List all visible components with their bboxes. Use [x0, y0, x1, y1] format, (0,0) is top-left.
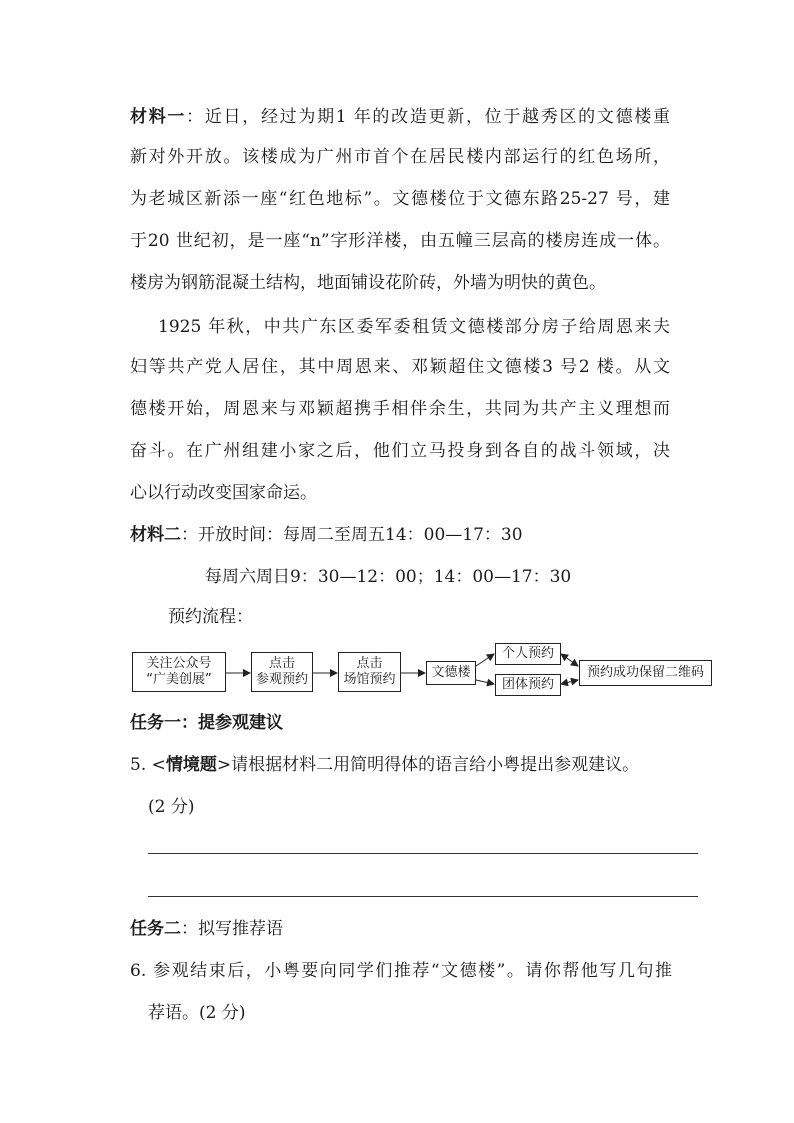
task2-title-bold: 任务二 [130, 919, 181, 939]
material1-para2-line-2: 妇等共产党人居住，其中周恩来、邓颖超住文德楼3 号2 楼。从文 [130, 357, 670, 377]
flow-step-follow-line1: 关注公众号 [146, 656, 212, 671]
material1-text-1: ：近日，经过为期1 年的改造更新，位于越秀区的文德楼重 [186, 107, 671, 127]
material1-line-2: 新对外开放。该楼成为广州市首个在居民楼内部运行的红色场所， [130, 147, 670, 167]
flow-step-individual: 个人预约 [495, 643, 561, 665]
task2-title [130, 918, 283, 940]
answer-line-2[interactable] [148, 896, 698, 897]
flow-arrow-5 [476, 680, 494, 684]
flow-step-venue-booking [338, 652, 401, 692]
material1-line-4: 于20 世纪初，是一座“n”字形洋楼，由五幢三层高的楼房连成一体。 [130, 231, 670, 251]
flow-step-tour-line1: 点击 [268, 656, 295, 671]
task2-question-line1: 6. 参观结束后，小粤要向同学们推荐“文德楼”。请你帮他写几句推 [130, 961, 672, 981]
material2-label: 材料二 [130, 525, 181, 545]
flow-step-venue-line1: 点击 [356, 656, 383, 671]
task1-question-tag: 情境题 [165, 755, 217, 775]
flow-step-tour-booking [251, 652, 313, 692]
flow-step-follow [132, 652, 226, 692]
material1-para2-line-4: 奋斗。在广州组建小家之后，他们立马投身到各自的战斗领域，决 [130, 441, 670, 461]
task1-question-number: 5. < [130, 755, 166, 775]
material1-para2-line-1: 1925 年秋，中共广东区委军委租赁文德楼部分房子给周恩来夫 [158, 317, 670, 337]
task2-question-line2: 荐语。(2 分) [148, 1003, 246, 1023]
task1-question-text: >请根据材料二用简明得体的语言给小粤提出参观建议。 [216, 755, 640, 775]
flow-step-group: 团体预约 [495, 674, 561, 696]
material1-label: 材料一 [130, 107, 187, 127]
flow-step-wendelou: 文德楼 [426, 661, 476, 685]
flow-step-qrcode: 预约成功保留二维码 [579, 660, 712, 686]
task1-score: (2 分) [148, 797, 195, 817]
material1-para2-line-5: 心以行动改变国家命运。 [130, 483, 317, 503]
task1-title-rest: ：提参观建议 [181, 713, 283, 733]
task2-title-rest: ：拟写推荐语 [181, 919, 283, 939]
flow-arrow-4 [476, 654, 494, 666]
flow-step-tour-line2: 参观预约 [255, 672, 308, 687]
material1-line-5: 楼房为钢筋混凝土结构，地面铺设花阶砖，外墙为明快的黄色。 [130, 273, 606, 293]
material1-line-3: 为老城区新添一座“红色地标”。文德楼位于文德东路25-27 号，建 [130, 189, 670, 209]
flow-step-venue-line2: 场馆预约 [343, 672, 396, 687]
flow-arrow-7 [561, 680, 578, 684]
answer-line-1[interactable] [148, 853, 698, 854]
task1-question [130, 754, 639, 776]
task1-title [130, 712, 283, 734]
material1-para2-line-3: 德楼开始，周恩来与邓颖超携手相伴余生，共同为共产主义理想而 [130, 399, 670, 419]
task1-title-bold: 任务一 [130, 713, 181, 733]
material2-hours-text-1: ：开放时间：每周二至周五14：00—17：30 [181, 525, 523, 545]
flow-step-follow-line2: “广美创展” [146, 672, 212, 687]
flow-arrow-6 [561, 654, 578, 666]
material2-hours-2: 每周六周日9：30—12：00；14：00—17：30 [205, 567, 572, 587]
flow-title: 预约流程： [168, 607, 253, 627]
